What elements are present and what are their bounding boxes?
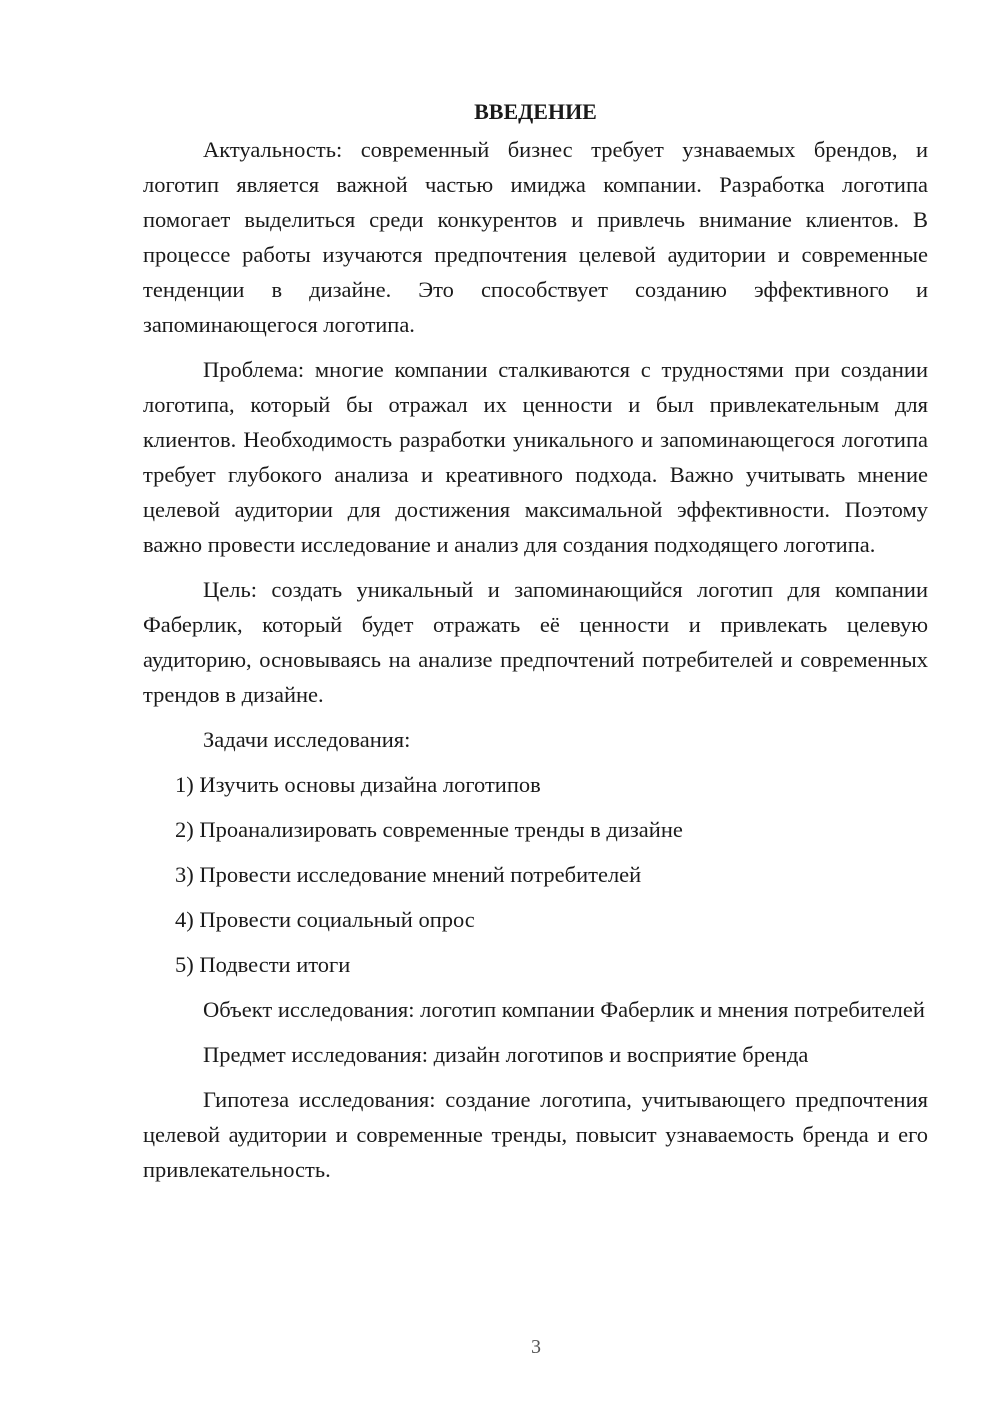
- relevance-paragraph: Актуальность: современный бизнес требует узнаваемых брендов, и логотип является важной частью имиджа компании. Разработка логотипа помогает выделиться среди конкурентов и привлечь внимание клиентов. В процессе работы изучаются предпочтения целевой аудитории и современные тенденции в дизайне. Это способствует созданию эффективного и запоминающегося логотипа.: [143, 137, 928, 337]
- object-paragraph: Объект исследования: логотип компании Фаберлик и мнения потребителей: [203, 997, 925, 1022]
- list-item: 5) Подвести итоги: [175, 952, 351, 977]
- hypothesis-paragraph: Гипотеза исследования: создание логотипа, учитывающего предпочтения целевой аудитории и современные тренды, повысит узнаваемость бренда и его привлекательность.: [143, 1087, 928, 1182]
- page-number: 3: [531, 1336, 541, 1358]
- list-item: 3) Провести исследование мнений потребителей: [175, 862, 642, 887]
- list-item: 2) Проанализировать современные тренды в дизайне: [175, 817, 683, 842]
- list-item: 4) Провести социальный опрос: [175, 907, 475, 932]
- list-item: 1) Изучить основы дизайна логотипов: [175, 772, 541, 797]
- tasks-label: Задачи исследования:: [203, 727, 411, 752]
- subject-paragraph: Предмет исследования: дизайн логотипов и восприятие бренда: [203, 1042, 809, 1067]
- problem-paragraph: Проблема: многие компании сталкиваются с трудностями при создании логотипа, который бы отражал их ценности и был привлекательным для клиентов. Необходимость разработки уникального и запоминающегося логотипа требует глубокого анализа и креативного подхода. Важно учитывать мнение целевой аудитории для достижения максимальной эффективности. Поэтому важно провести исследование и анализ для создания подходящего логотипа.: [143, 357, 928, 557]
- page-content: [143, 94, 928, 1197]
- tasks-list: [143, 767, 928, 982]
- goal-paragraph: Цель: создать уникальный и запоминающийся логотип для компании Фаберлик, который будет отражать её ценности и привлекать целевую аудиторию, основываясь на анализе предпочтений потребителей и современных трендов в дизайне.: [143, 577, 928, 707]
- section-heading: ВВЕДЕНИЕ: [474, 99, 597, 124]
